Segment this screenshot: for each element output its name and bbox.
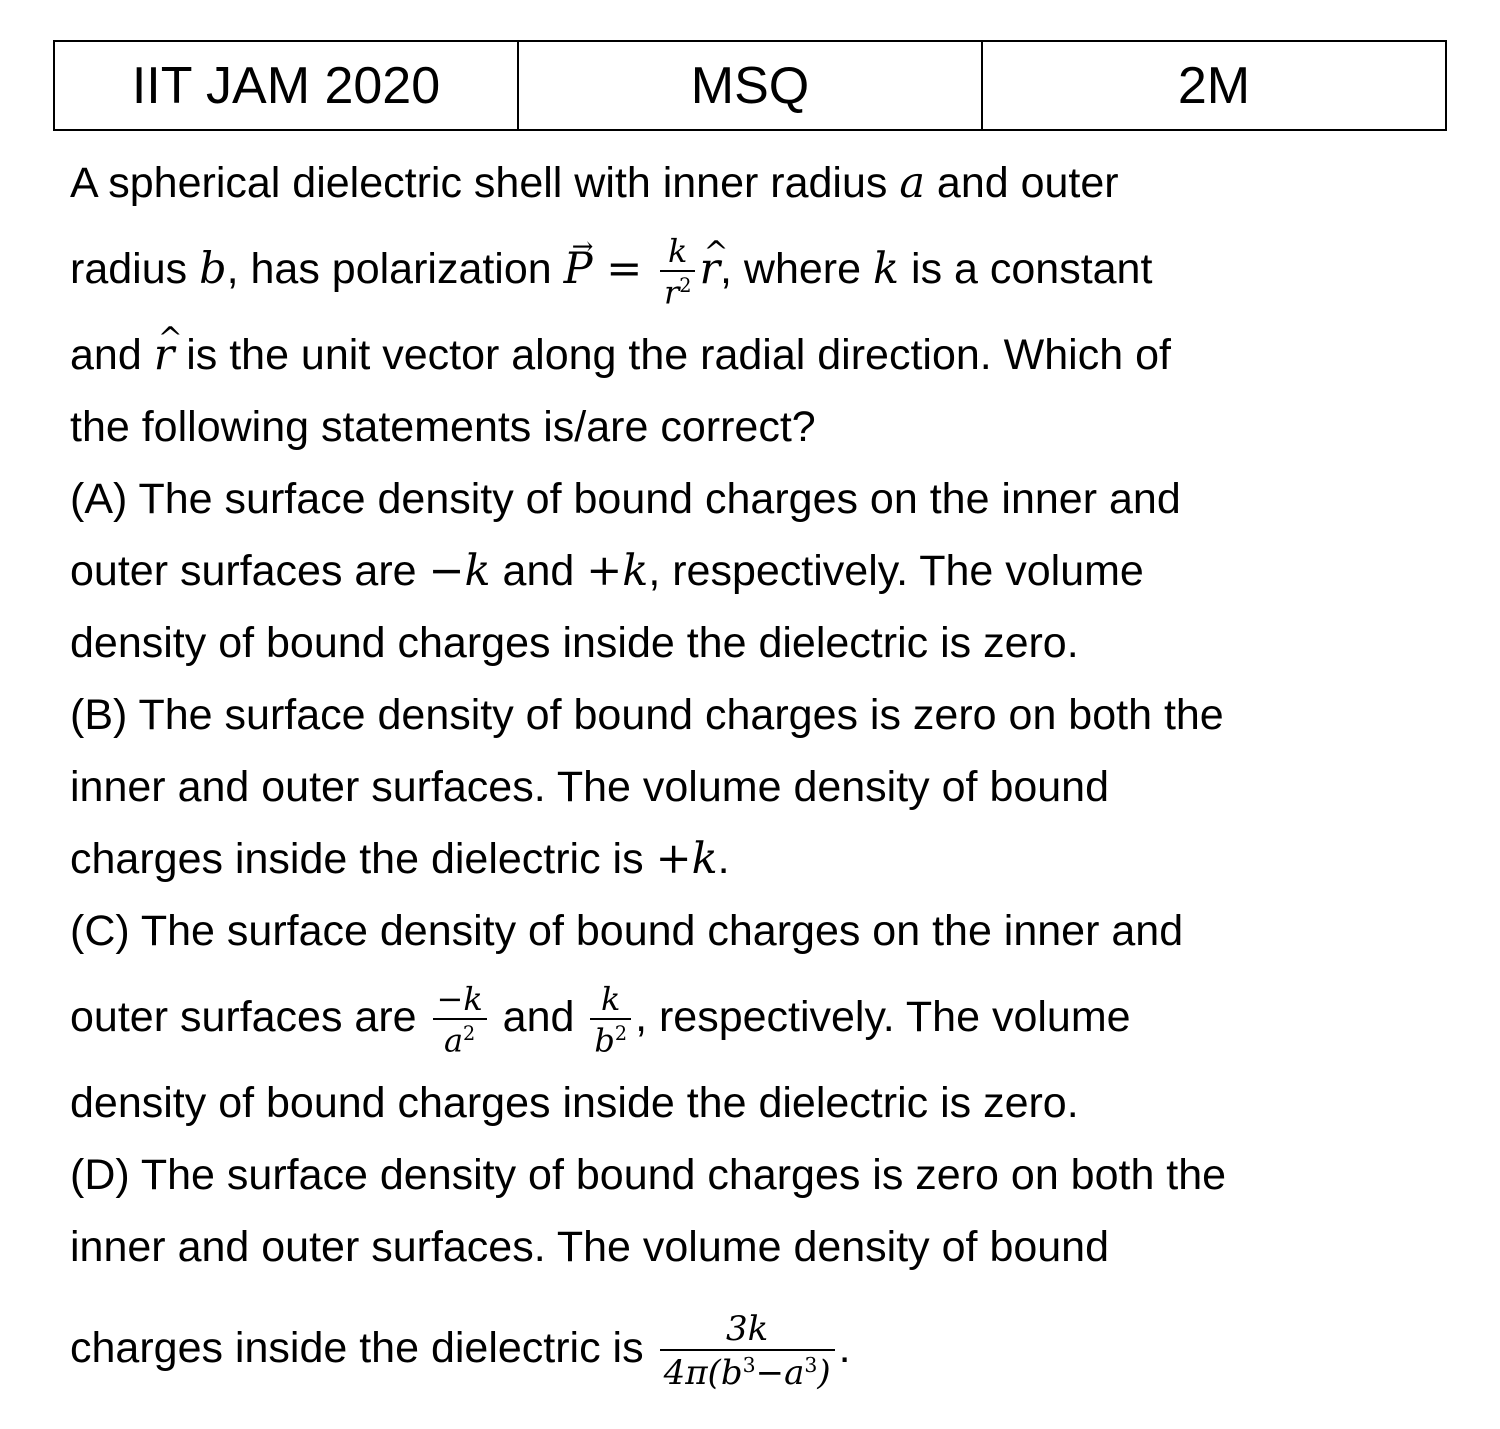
inner-surface-fraction (433, 979, 487, 1060)
stem-text: , has polarization (226, 245, 564, 293)
den-part: 4π( (663, 1352, 721, 1393)
fraction-denominator (660, 270, 696, 312)
option-text: and (490, 547, 587, 595)
option-b-line-1: (B) The surface density of bound charges is zero on both the (70, 691, 1224, 739)
option-a-line-3: density of bound charges inside the dielectric is zero. (70, 619, 1079, 667)
exam-cell: IIT JAM 2020 (54, 41, 518, 130)
option-text: charges inside the dielectric is (70, 1324, 656, 1372)
den-exponent: 3 (742, 1352, 756, 1377)
stem-text: is the unit vector along the radial direction. Which of (174, 331, 1171, 379)
stem-text: A spherical dielectric shell with inner radius (70, 159, 900, 207)
stem-line-4: the following statements is/are correct? (70, 403, 816, 451)
option-text: and (490, 993, 587, 1041)
option-a-line-2 (70, 535, 1450, 607)
fraction-denominator (590, 1018, 631, 1060)
den-minus: − (755, 1352, 785, 1393)
header-row (54, 41, 1446, 130)
fraction-numerator: −k (436, 979, 483, 1018)
stem-text: and (70, 331, 154, 379)
option-text: , respectively. The volume (635, 993, 1131, 1041)
option-b-line-3 (70, 823, 1450, 895)
fraction-numerator: k (668, 231, 688, 270)
var-a: a (899, 158, 925, 208)
option-c-line-3: density of bound charges inside the dielectric is zero. (70, 1079, 1079, 1127)
stem-text: is a constant (899, 245, 1153, 293)
option-text: . (838, 1324, 851, 1372)
den-r: r (663, 273, 680, 312)
option-b-line-2: inner and outer surfaces. The volume density of bound (70, 763, 1110, 811)
stem-line-3 (70, 319, 1450, 391)
option-c-line-2 (70, 967, 1450, 1067)
neg-k: −k (428, 546, 491, 596)
option-text: outer surfaces are (70, 547, 429, 595)
equals-sign: = (592, 244, 656, 294)
fraction-denominator (660, 1349, 835, 1393)
polarization-vector: → P (564, 219, 593, 319)
var-b: b (199, 244, 227, 294)
den-exponent: 2 (463, 1021, 476, 1045)
option-a-line-1: (A) The surface density of bound charges on the inner and (70, 475, 1181, 523)
marks-cell: 2M (982, 41, 1446, 130)
stem-text: radius (70, 245, 200, 293)
stem-text: , where (720, 245, 873, 293)
option-d-line-2: inner and outer surfaces. The volume density of bound (70, 1223, 1110, 1271)
den-a: a (784, 1352, 805, 1393)
polarization-fraction (660, 231, 696, 312)
pos-k: +k (586, 546, 649, 596)
var-k: k (873, 244, 900, 294)
option-d-line-1: (D) The surface density of bound charges is zero on both the (70, 1151, 1227, 1199)
stem-line-2 (70, 219, 1450, 319)
den-exponent: 2 (679, 273, 692, 297)
den-paren: ) (817, 1352, 831, 1393)
den-a: a (443, 1021, 464, 1060)
den-b: b (720, 1352, 743, 1393)
outer-surface-fraction (590, 979, 631, 1060)
fraction-numerator: k (601, 979, 621, 1018)
option-text: outer surfaces are (70, 993, 429, 1041)
question-body (70, 147, 1450, 1403)
den-b: b (594, 1021, 615, 1060)
unit-vector-r-hat: ^ r (154, 319, 175, 391)
option-text: , respectively. The volume (648, 547, 1144, 595)
volume-density-fraction (660, 1308, 835, 1393)
option-text: charges inside the dielectric is (70, 835, 656, 883)
stem-text: and outer (924, 159, 1119, 207)
stem-line-1 (70, 147, 1450, 219)
pos-k: +k (655, 834, 718, 884)
option-c-line-1: (C) The surface density of bound charges on the inner and (70, 907, 1184, 955)
question-type-cell: MSQ (518, 41, 982, 130)
fraction-denominator (433, 1018, 487, 1060)
unit-vector-r-hat: ^ r (699, 219, 720, 319)
option-d-line-3 (70, 1283, 1450, 1403)
den-exponent: 3 (804, 1352, 818, 1377)
fraction-numerator: 3k (725, 1308, 769, 1349)
den-exponent: 2 (614, 1021, 628, 1045)
header-table (53, 40, 1447, 131)
option-text: . (717, 835, 730, 883)
